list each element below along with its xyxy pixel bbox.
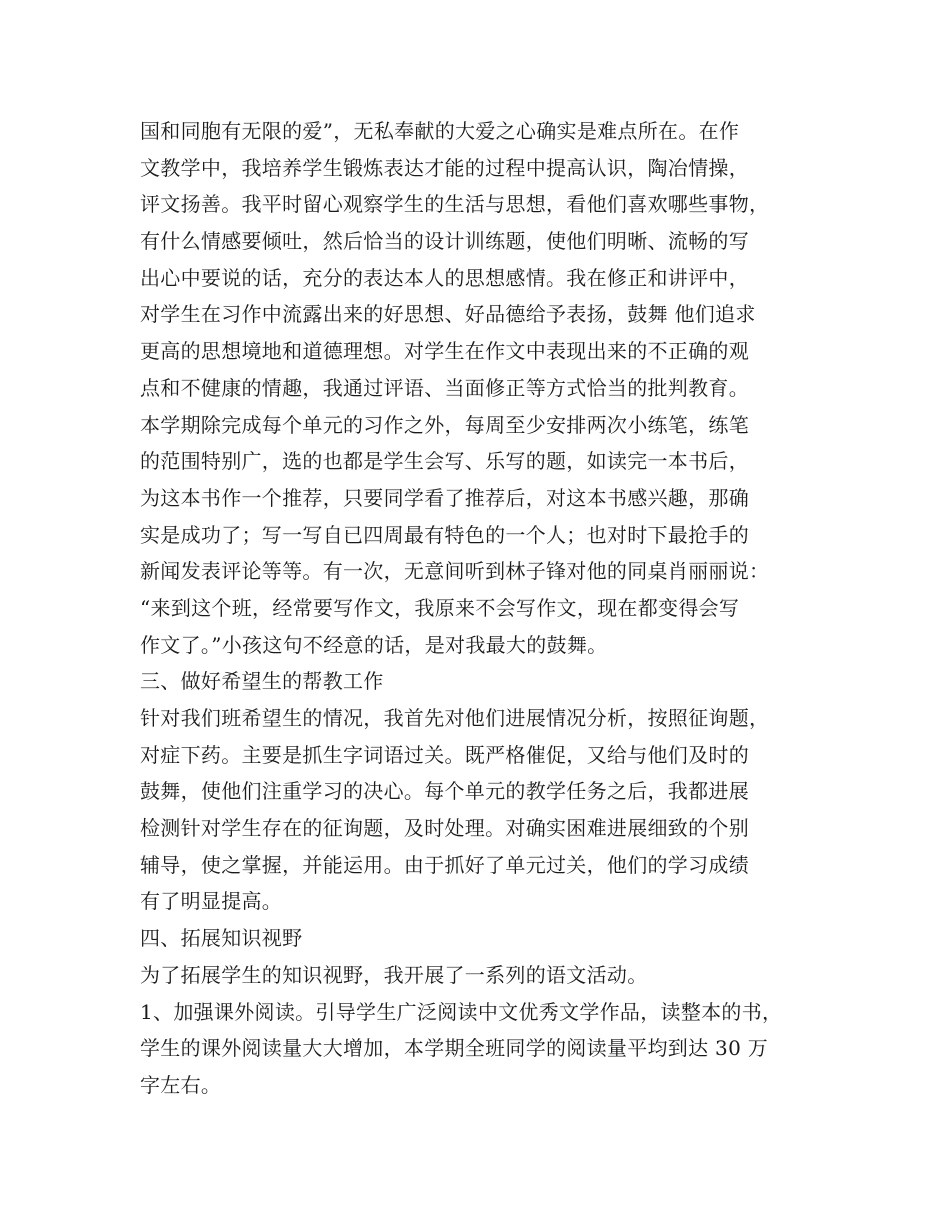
text-line: 学生的课外阅读量大大增加，本学期全班同学的阅读量平均到达 30 万 xyxy=(140,1036,769,1061)
text-line: 为了拓展学生的知识视野，我开展了一系列的语文活动。 xyxy=(140,962,648,987)
text-line: 有什么情感要倾吐，然后恰当的设计训练题，使他们明晰、流畅的写 xyxy=(140,229,749,254)
text-line: 作文了。”小孩这句不经意的话，是对我最大的鼓舞。 xyxy=(140,632,608,657)
text-line: 新闻发表评论等等。有一次，无意间听到林子锋对他的同桌肖丽丽说： xyxy=(140,559,770,584)
text-line: 检测针对学生存在的征询题，及时处理。对确实困难进展细致的个别 xyxy=(140,816,749,841)
text-line: 字左右。 xyxy=(140,1072,222,1097)
body-text xyxy=(140,113,840,1104)
text-line: 1、加强课外阅读。引导学生广泛阅读中文优秀文学作品，读整本的书， xyxy=(140,999,783,1024)
text-line: 有了明显提高。 xyxy=(140,889,283,914)
text-line: 本学期除完成每个单元的习作之外，每周至少安排两次小练笔，练笔 xyxy=(140,412,749,437)
text-line: 针对我们班希望生的情况，我首先对他们进展情况分析，按照征询题， xyxy=(140,706,770,730)
text-line: 实是成功了；写一写自已四周最有特色的一个人；也对时下最抢手的 xyxy=(140,522,749,547)
text-line: 出心中要说的话，充分的表达本人的思想感情。我在修正和讲评中， xyxy=(140,265,749,290)
text-line: 鼓舞，使他们注重学习的决心。每个单元的教学任务之后，我都进展 xyxy=(140,779,749,804)
text-line: 为这本书作一个推荐，只要同学看了推荐后，对这本书感兴趣，那确 xyxy=(140,485,749,510)
text-line: 对症下药。主要是抓生字词语过关。既严格催促，又给与他们及时的 xyxy=(140,742,749,767)
text-line: 国和同胞有无限的爱”，无私奉献的大爱之心确实是难点所在。在作 xyxy=(140,119,740,143)
text-line: 点和不健康的情趣，我通过评语、当面修正等方式恰当的批判教育。 xyxy=(140,375,749,400)
section-heading: 三、做好希望生的帮教工作 xyxy=(140,669,384,694)
section-heading: 四、拓展知识视野 xyxy=(140,926,303,951)
text-line: 文教学中，我培养学生锻炼表达才能的过程中提高认识，陶冶情操， xyxy=(140,155,749,180)
text-line: 对学生在习作中流露出来的好思想、好品德给予表扬，鼓舞 他们追求 xyxy=(140,302,756,327)
text-line: “来到这个班，经常要写作文，我原来不会写作文，现在都变得会写 xyxy=(140,595,740,620)
text-line: 更高的思想境地和道德理想。对学生在作文中表现出来的不正确的观 xyxy=(140,339,749,364)
text-line: 的范围特别广，选的也都是学生会写、乐写的题，如读完一本书后， xyxy=(140,449,749,474)
text-line: 评文扬善。我平时留心观察学生的生活与思想，看他们喜欢哪些事物， xyxy=(140,192,770,217)
text-line: 辅导，使之掌握，并能运用。由于抓好了单元过关，他们的学习成绩 xyxy=(140,852,749,877)
